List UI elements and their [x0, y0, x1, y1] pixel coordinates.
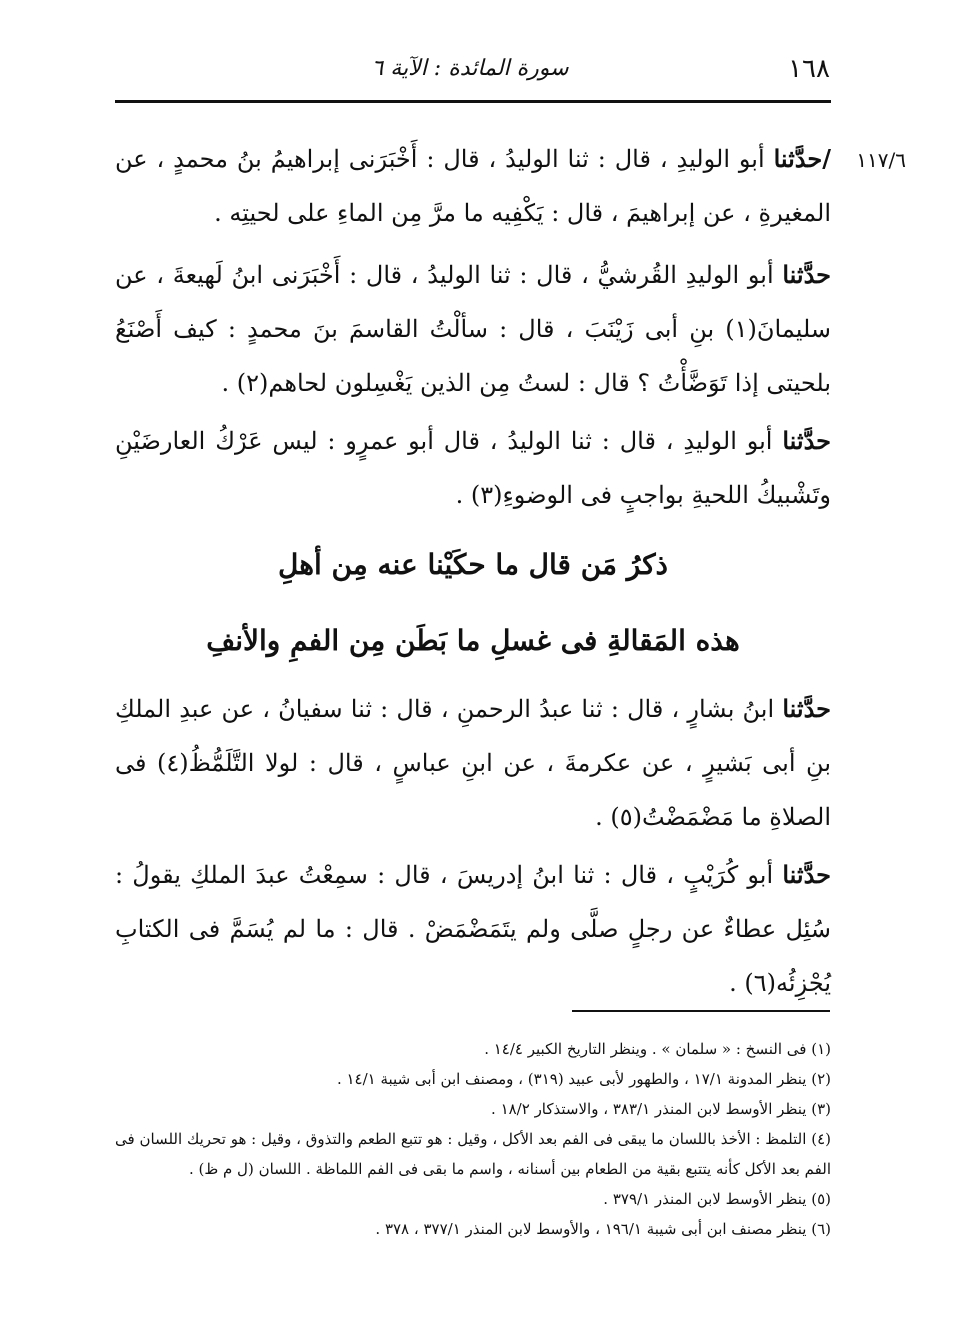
paragraph-lead: حدَّثنا	[782, 694, 831, 723]
paragraph-text: أبو الوليدِ ، قال : ثنا الوليدُ ، قال : أَخْبَرَنى إبراهيمُ بنُ محمدٍ ، عن المغيرةِ ، عن إبراهيمَ ، قال : يَكْفِيه ما مرَّ مِن الماءِ على لحيتِه .	[115, 145, 831, 227]
paragraph-text: ابنُ بشارٍ ، قال : ثنا عبدُ الرحمنِ ، قال : ثنا سفيانُ ، عن عبدِ الملكِ بنِ أبى بَشيرٍ ، عن عكرمةَ ، عن ابنِ عباسٍ ، قال : لولا التَّلَمُّظُ(٤) فى الصلاةِ ما مَضْمَضْتُ(٥) .	[115, 695, 831, 831]
paragraph-text: أبو الوليدِ القُرشيُّ ، قال : ثنا الوليدُ ، قال : أَخْبَرَنى ابنُ لَهيعةَ ، عن سليمانَ(١) بنِ أبى زَيْنَبَ ، قال : سألْتُ القاسمَ بنَ محمدٍ : كيف أَصْنَعُ بلحيتى إذا تَوَضَّأْتُ ؟ قال : لستُ مِن الذين يَغْسِلون لحاهم(٢) .	[115, 261, 832, 397]
paragraph-3	[115, 414, 831, 522]
paragraph-4	[115, 682, 831, 844]
paragraph-lead: /حدَّثنا	[773, 144, 831, 173]
header-rule	[115, 100, 831, 103]
running-title: سورة المائدة : الآية ٦	[371, 56, 569, 81]
footnote-5: (٥) ينظر الأوسط لابن المنذر ٣٧٩/١ .	[603, 1190, 831, 1208]
margin-reference: ١١٧/٦	[856, 148, 906, 172]
paragraph-2	[115, 248, 831, 410]
footnote-2: (٢) ينظر المدونة ١٧/١ ، والطهور لأبى عبيد (٣١٩) ، ومصنف ابن أبى شيبة ١٤/١ .	[336, 1070, 831, 1088]
footnote-separator	[572, 1010, 830, 1012]
footnote-1: (١) فى النسخ : « سلمان » . وينظر التاريخ الكبير ١٤/٤ .	[484, 1040, 831, 1058]
paragraph-lead: حدَّثنا	[782, 860, 831, 889]
footnote-3: (٣) ينظر الأوسط لابن المنذر ٣٨٣/١ ، والاستذكار ١٨/٢ .	[491, 1100, 831, 1118]
paragraph-lead: حدَّثنا	[782, 426, 831, 455]
footnote-4: (٤) التلمظ : الأخذ باللسان ما يبقى فى الفم بعد الأكل ، وقيل : هو تتبع الطعم والتذوق ، وقيل : هو تحريك اللسان فى الفم بعد الأكل كأنه يتتبع بقية من الطعام بين أسنانه ، واسم ما بقى فى الفم اللماظة . اللسان (ل م ظ) .	[115, 1130, 831, 1178]
paragraph-1	[115, 132, 831, 240]
section-heading-line-1: ذكرُ مَن قال ما حكَيْنا عنه مِن أهلِ	[277, 548, 669, 581]
paragraph-text: أبو الوليدِ ، قال : ثنا الوليدُ ، قال أبو عمرٍو : ليس عَرْكُ العارضَيْنِ وتَشْبيكُ اللحيةِ بواجبٍ فى الوضوءِ(٣) .	[115, 427, 831, 509]
paragraph-5	[115, 848, 831, 1010]
paragraph-text: أبو كُرَيْبٍ ، قال : ثنا ابنُ إدريسَ ، قال : سمِعْتُ عبدَ الملكِ يقولُ : سُئِل عطاءٌ عن رجلٍ صلَّى ولم يتَمَضْمَضْ . قال : ما لم يُسَمَّ فى الكتابِ يُجْزِئُه(٦) .	[115, 861, 831, 997]
paragraph-lead: حدَّثنا	[782, 260, 831, 289]
page-header	[110, 50, 830, 90]
section-heading-line-2: هذه المَقالةِ فى غسلِ ما بَطَن مِن الفمِ والأنفِ	[206, 624, 740, 657]
footnote-6: (٦) ينظر مصنف ابن أبى شيبة ١٩٦/١ ، والأوسط لابن المنذر ٣٧٧/١ ، ٣٧٨ .	[375, 1220, 831, 1238]
footnotes	[115, 1034, 831, 1244]
page-number: ١٦٨	[788, 54, 830, 84]
